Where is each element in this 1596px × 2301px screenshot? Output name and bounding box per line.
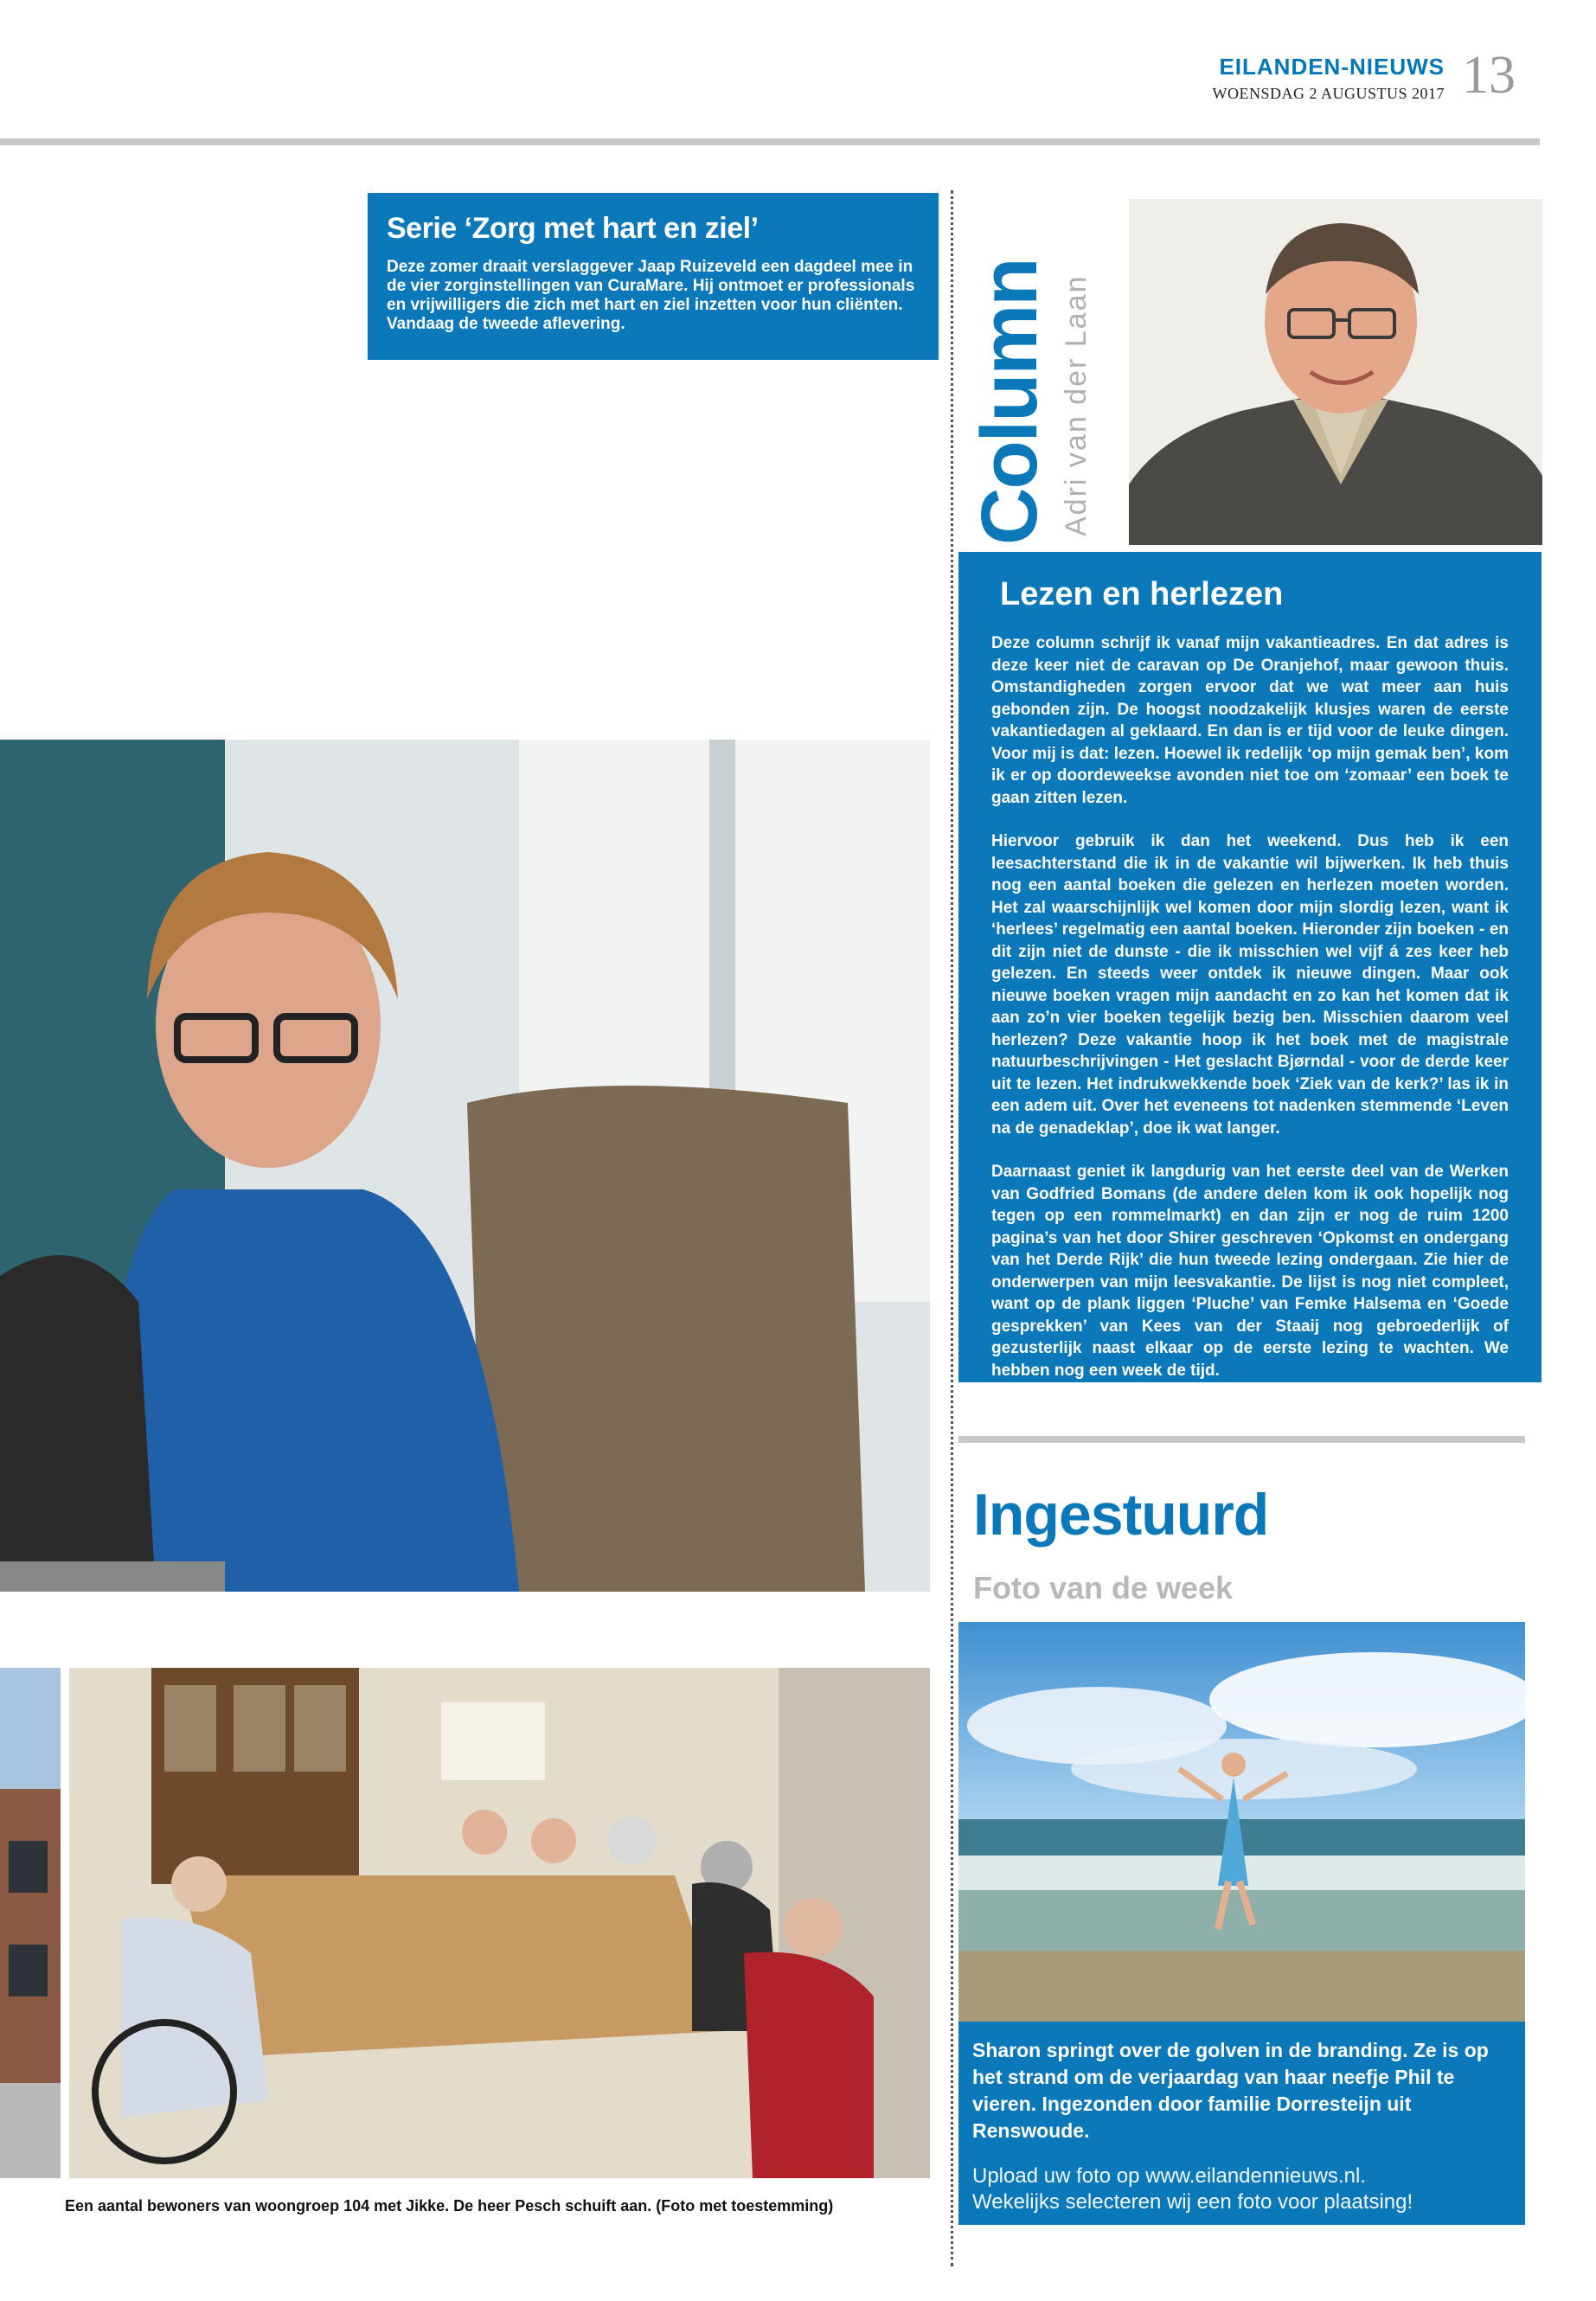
column-label (965, 234, 1073, 545)
column-divider (951, 190, 953, 2266)
beach-caption-box (958, 2022, 1525, 2225)
beach-caption: Sharon springt over de golven in de branding. Ze is op het strand om de verjaardag van haar neefje Phil te vieren. Ingezonden door familie Dorresteijn uit Renswoude. (972, 2039, 1489, 2142)
newspaper-brand: EILANDEN-NIEUWS (1219, 54, 1445, 80)
issue-date: WOENSDAG 2 AUGUSTUS 2017 (1212, 85, 1445, 102)
serie-intro: Deze zomer draait verslaggever Jaap Ruizeveld een dagdeel mee in de vier zorginstellingen van CuraMare. Hij ontmoet er professionals en vrijwilligers die zich met hart en ziel inzetten voor hun cliënten. Vandaag de tweede aflevering. (387, 258, 915, 333)
beach-photo (958, 1622, 1525, 2022)
column-article (958, 552, 1542, 1382)
nurse-photo (0, 740, 930, 1592)
section-rule (958, 1436, 1525, 1443)
page-number: 13 (1462, 46, 1516, 105)
upload-line: Wekelijks selecteren wij een foto voor plaatsing! (972, 2190, 1413, 2214)
column-paragraph: Hiervoor gebruik ik dan het weekend. Dus heb ik een leesachterstand die ik in de vakantie wil bijwerken. Ik heb thuis nog een aantal boeken die gelezen en herlezen moeten worden. Het zal waarschijnlijk wel komen door mijn slordig lezen, want ik ‘herlees’ regelmatig een aantal boeken. Hieronder zijn boeken - en dit zijn niet de dunste - die ik misschien wel vijf á zes keer heb gelezen. En steeds weer ontdek ik nieuwe dingen. Maar ook nieuwe boeken vragen mijn aandacht en zo kan het komen dat ik aan zo’n vier boeken tegelijk bezig ben. Misschien daarom veel herlezen? Deze vakantie hoop ik het boek met de magistrale natuurbeschrijvingen - Het geslacht Bjørndal - voor de derde keer uit te lezen. Het indrukwekkende boek ‘Ziek van de kerk?’ las ik in een adem uit. Over het eveneens tot nadenken stemmende ‘Leven na de genadeklap’, doe ik wat langer. (991, 832, 1509, 1138)
upload-note (972, 2163, 1511, 2215)
serie-title: Serie ‘Zorg met hart en ziel’ (387, 212, 759, 245)
column-paragraph: Deze column schrijf ik vanaf mijn vakantieadres. En dat adres is deze keer niet de caravan op De Oranjehof, maar gewoon thuis. Omstandigheden zorgen ervoor dat we wat meer aan huis gebonden zijn. De hoogst noodzakelijk klusjes waren de eerste vakantiedagen al geklaard. En dan is er tijd voor de leuke dingen. Voor mij is dat: lezen. Hoewel ik redelijk ‘op mijn gemak ben’, kom ik er op doordeweekse avonden niet toe om ‘zomaar’ een boek te gaan zitten lezen. (991, 634, 1509, 807)
column-paragraph: Daarnaast geniet ik langdurig van het eerste deel van de Werken van Godfried Bomans (de andere delen kom ik ook hopelijk nog tegen op een rommelmarkt) en dan zijn er nog de ruim 1200 pagina’s van het door Shirer geschreven ‘Opkomst en ondergang van het Derde Rijk’ die hun tweede lezing ondergaan. Zie hier de onderwerpen van mijn leesvakantie. De lijst is nog niet compleet, want op de plank liggen ‘Pluche’ van Femke Halsema en ‘Goede gesprekken’ van Kees van der Staaij nog gebroederlijk of gezusterlijk naast elkaar op de eerste lezing te wachten. We hebben nog een week de tijd. (991, 1163, 1509, 1380)
ingestuurd-title: Ingestuurd (973, 1482, 1269, 1548)
column-title: Lezen en herlezen (1000, 576, 1284, 612)
header-rule (0, 138, 1540, 145)
ingestuurd-subtitle: Foto van de week (973, 1570, 1234, 1606)
column-author-text: Adri van der Laan (1060, 274, 1093, 536)
column-label-text: Column (965, 259, 1054, 545)
column-author (1060, 274, 1114, 536)
building-photo (0, 1668, 61, 2178)
residents-photo (69, 1668, 930, 2178)
author-portrait (1129, 199, 1542, 545)
serie-box (368, 193, 939, 360)
upload-line: Upload uw foto op www.eilandennieuws.nl. (972, 2164, 1366, 2188)
photo-caption: Een aantal bewoners van woongroep 104 met Jikke. De heer Pesch schuift aan. (Foto met toestemming) (65, 2197, 834, 2214)
